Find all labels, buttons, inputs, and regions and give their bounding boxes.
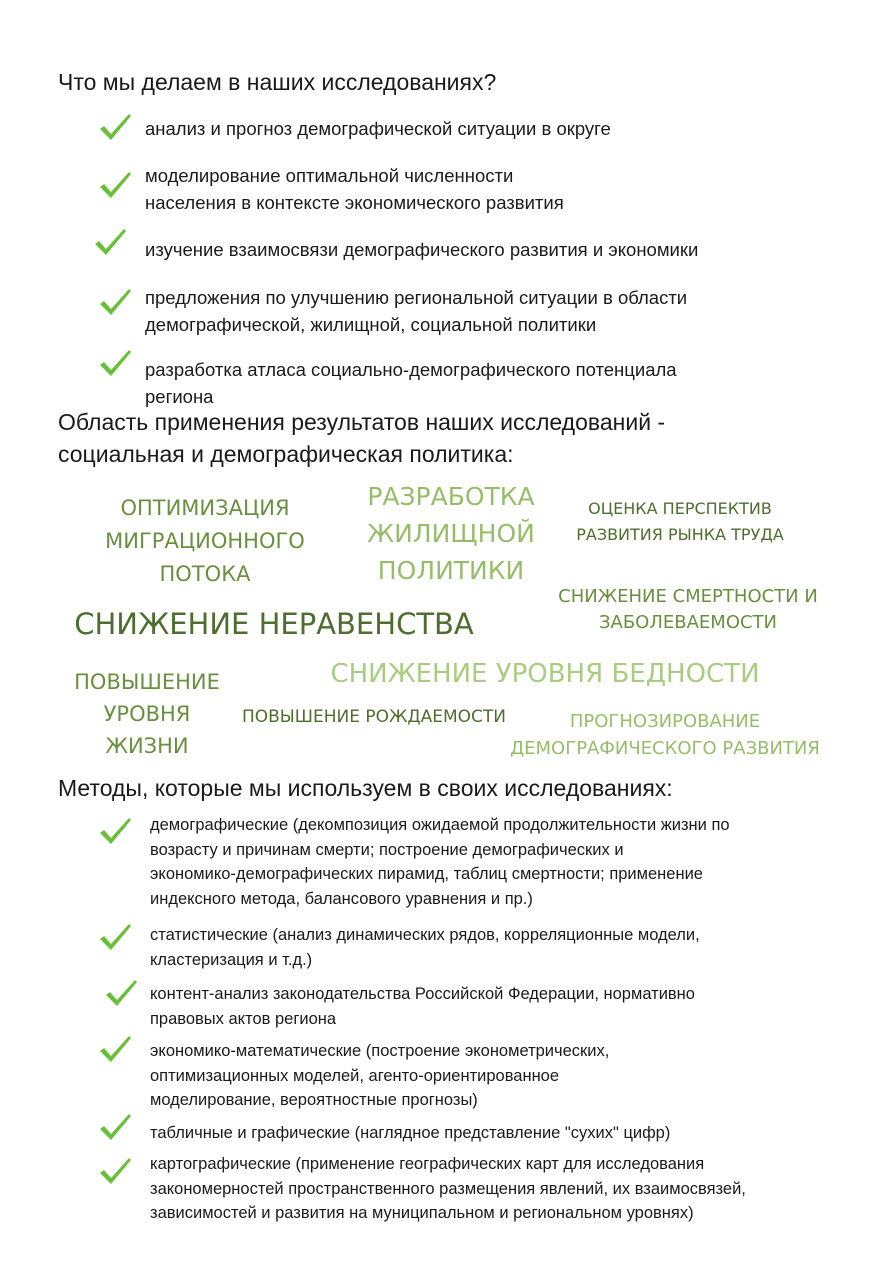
checkmark-icon: [98, 1034, 132, 1064]
checkmark-icon: [98, 1156, 132, 1186]
list-item: предложения по улучшению региональной ситуации в области демографической, жилищной, социальной политики: [145, 287, 688, 335]
list-item: контент-анализ законодательства Российской Федерации, нормативно правовых актов региона: [150, 985, 695, 1028]
list-item: экономико-математические (построение эконометрических, оптимизационных моделей, агенто-ориентированное моделирование, вероятностные прогнозы): [150, 1042, 610, 1109]
checkmark-icon: [98, 816, 132, 846]
list-item: демографические (декомпозиция ожидаемой продолжительности жизни по возрасту и причинам смерти; построение демографических и экономико-демографических пирамид, таблиц смертности; применение индексного метода, балансового уравнения и пр.): [150, 816, 730, 908]
list-item: анализ и прогноз демографической ситуации в округе: [145, 118, 611, 139]
tag-poverty: СНИЖЕНИЕ УРОВНЯ БЕДНОСТИ: [330, 659, 760, 689]
tag-inequality: СНИЖЕНИЕ НЕРАВЕНСТВА: [74, 607, 474, 641]
tag-mortality: СНИЖЕНИЕ СМЕРТНОСТИ И ЗАБОЛЕВАЕМОСТИ: [558, 586, 818, 633]
list-item: моделирование оптимальной численности населения в контексте экономического развития: [145, 165, 564, 213]
tag-labor: ОЦЕНКА ПЕРСПЕКТИВ РАЗВИТИЯ РЫНКА ТРУДА: [576, 499, 784, 544]
section3-title: Методы, которые мы используем в своих исследованиях:: [58, 775, 673, 801]
list-item: изучение взаимосвязи демографического развития и экономики: [145, 239, 699, 260]
checkmark-icon: [98, 348, 132, 378]
tag-migration: ОПТИМИЗАЦИЯ МИГРАЦИОННОГО ПОТОКА: [105, 496, 305, 586]
checkmark-icon: [93, 227, 127, 257]
tag-housing: РАЗРАБОТКА ЖИЛИЩНОЙ ПОЛИТИКИ: [367, 482, 535, 585]
list-item: статистические (анализ динамических рядов, корреляционные модели, кластеризация и т.д.): [150, 926, 700, 969]
checkmark-icon: [98, 1112, 132, 1142]
checkmark-icon: [98, 170, 132, 200]
list-item: разработка атласа социально-демографического потенциала региона: [145, 359, 677, 407]
checkmark-icon: [98, 922, 132, 952]
list-item: картографические (применение географических карт для исследования закономерностей пространственного размещения явлений, их взаимосвязей, зависимостей и развития на муниципальном и региональном уровнях): [150, 1155, 746, 1222]
tag-living: ПОВЫШЕНИЕ УРОВНЯ ЖИЗНИ: [74, 670, 220, 758]
tag-forecast: ПРОГНОЗИРОВАНИЕ ДЕМОГРАФИЧЕСКОГО РАЗВИТИЯ: [510, 711, 820, 759]
list-item: табличные и графические (наглядное представление "сухих" цифр): [150, 1124, 671, 1142]
checkmark-icon: [98, 287, 132, 317]
section2-title: Область применения результатов наших исследований - социальная и демографическая политика:: [58, 409, 666, 467]
checkmark-icon: [98, 112, 132, 142]
tag-birth: ПОВЫШЕНИЕ РОЖДАЕМОСТИ: [241, 707, 506, 727]
checkmark-icon: [104, 978, 138, 1008]
section1-title: Что мы делаем в наших исследованиях?: [58, 69, 497, 95]
